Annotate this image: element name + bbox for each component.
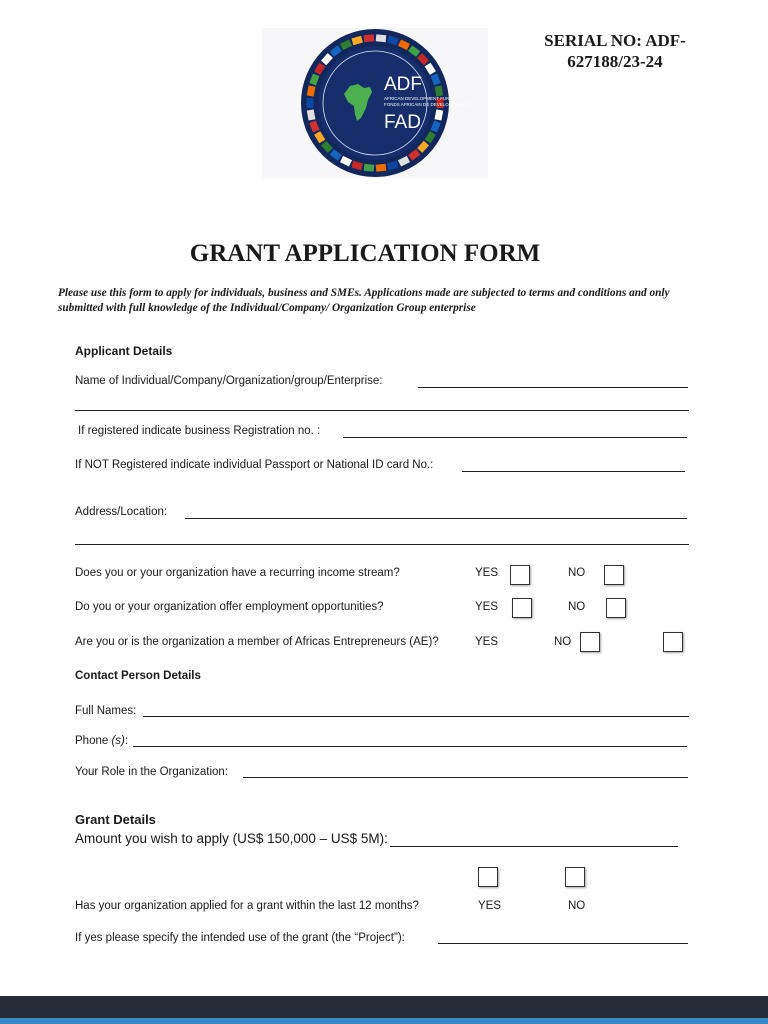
registration-field[interactable] [343,437,687,438]
ae-yes-checkbox[interactable] [580,632,600,652]
project-use-field[interactable] [438,943,688,944]
address-label: Address/Location: [75,506,168,518]
amount-label: Amount you wish to apply (US$ 150,000 – US$ 5M): [75,831,388,846]
name-field-continued[interactable] [75,410,689,411]
registration-label: If registered indicate business Registration no. : [78,425,321,437]
role-field[interactable] [243,777,688,778]
amount-field[interactable] [390,846,678,847]
emblem-line-fr: FONDS AFRICAIN DE DEVELOPPEMENT [384,102,471,107]
applicant-details-heading: Applicant Details [75,344,173,358]
applied-grant-question: Has your organization applied for a grant within the last 12 months? [75,900,419,912]
contact-details-heading: Contact Person Details [75,670,201,682]
adf-logo [262,28,488,178]
project-use-label: If yes please specify the intended use of the grant (the “Project”): [75,932,405,944]
income-no-checkbox[interactable] [604,565,624,585]
role-label: Your Role in the Organization: [75,766,229,778]
ae-yes-label: YES [475,636,499,648]
income-question: Does you or your organization have a recurring income stream? [75,567,400,579]
employment-yes-label: YES [475,601,499,613]
applied-no-checkbox[interactable] [565,867,585,887]
grant-details-heading: Grant Details [75,812,156,827]
fad-letters: FAD [384,112,421,133]
address-field[interactable] [185,518,687,519]
address-field-continued[interactable] [75,544,689,545]
footer-bar [0,996,768,1018]
flag-icon [364,164,375,172]
applied-yes-checkbox[interactable] [478,867,498,887]
employment-yes-checkbox[interactable] [512,598,532,618]
id-number-label: If NOT Registered indicate individual Passport or National ID card No.: [75,459,434,471]
name-field[interactable] [418,387,688,388]
footer-stripe [0,1018,768,1024]
ae-member-question: Are you or is the organization a member of Africas Entrepreneurs (AE)? [75,636,439,648]
phone-label: Phone (s): [75,735,129,747]
income-yes-label: YES [475,567,499,579]
flag-icon [364,34,375,42]
flag-icon [376,164,387,172]
income-yes-checkbox[interactable] [510,565,530,585]
phone-field[interactable] [133,746,687,747]
flag-icon [307,98,314,108]
income-no-label: NO [568,567,586,579]
ae-no-label: NO [554,636,572,648]
applied-yes-label: YES [478,900,502,912]
serial-number: SERIAL NO: ADF-627188/23-24 [544,31,686,71]
employment-question: Do you or your organization offer employment opportunities? [75,601,384,613]
ae-no-checkbox[interactable] [663,632,683,652]
flag-icon [376,34,387,42]
adf-letters: ADF [384,74,422,95]
employment-no-label: NO [568,601,586,613]
employment-no-checkbox[interactable] [606,598,626,618]
id-number-field[interactable] [462,471,685,472]
full-names-field[interactable] [143,716,689,717]
form-title: GRANT APPLICATION FORM [189,240,541,267]
name-label: Name of Individual/Company/Organization/group/Enterprise: [75,375,383,387]
applied-no-label: NO [568,900,586,912]
full-names-label: Full Names: [75,705,137,717]
emblem-line-en: AFRICAN DEVELOPMENT FUND [384,96,453,101]
intro-text: Please use this form to apply for individuals, business and SMEs. Applications made are subjected to terms and conditions and only submitted with full knowledge of the Individual/Company/ Organization Group enterprise [58,287,670,314]
